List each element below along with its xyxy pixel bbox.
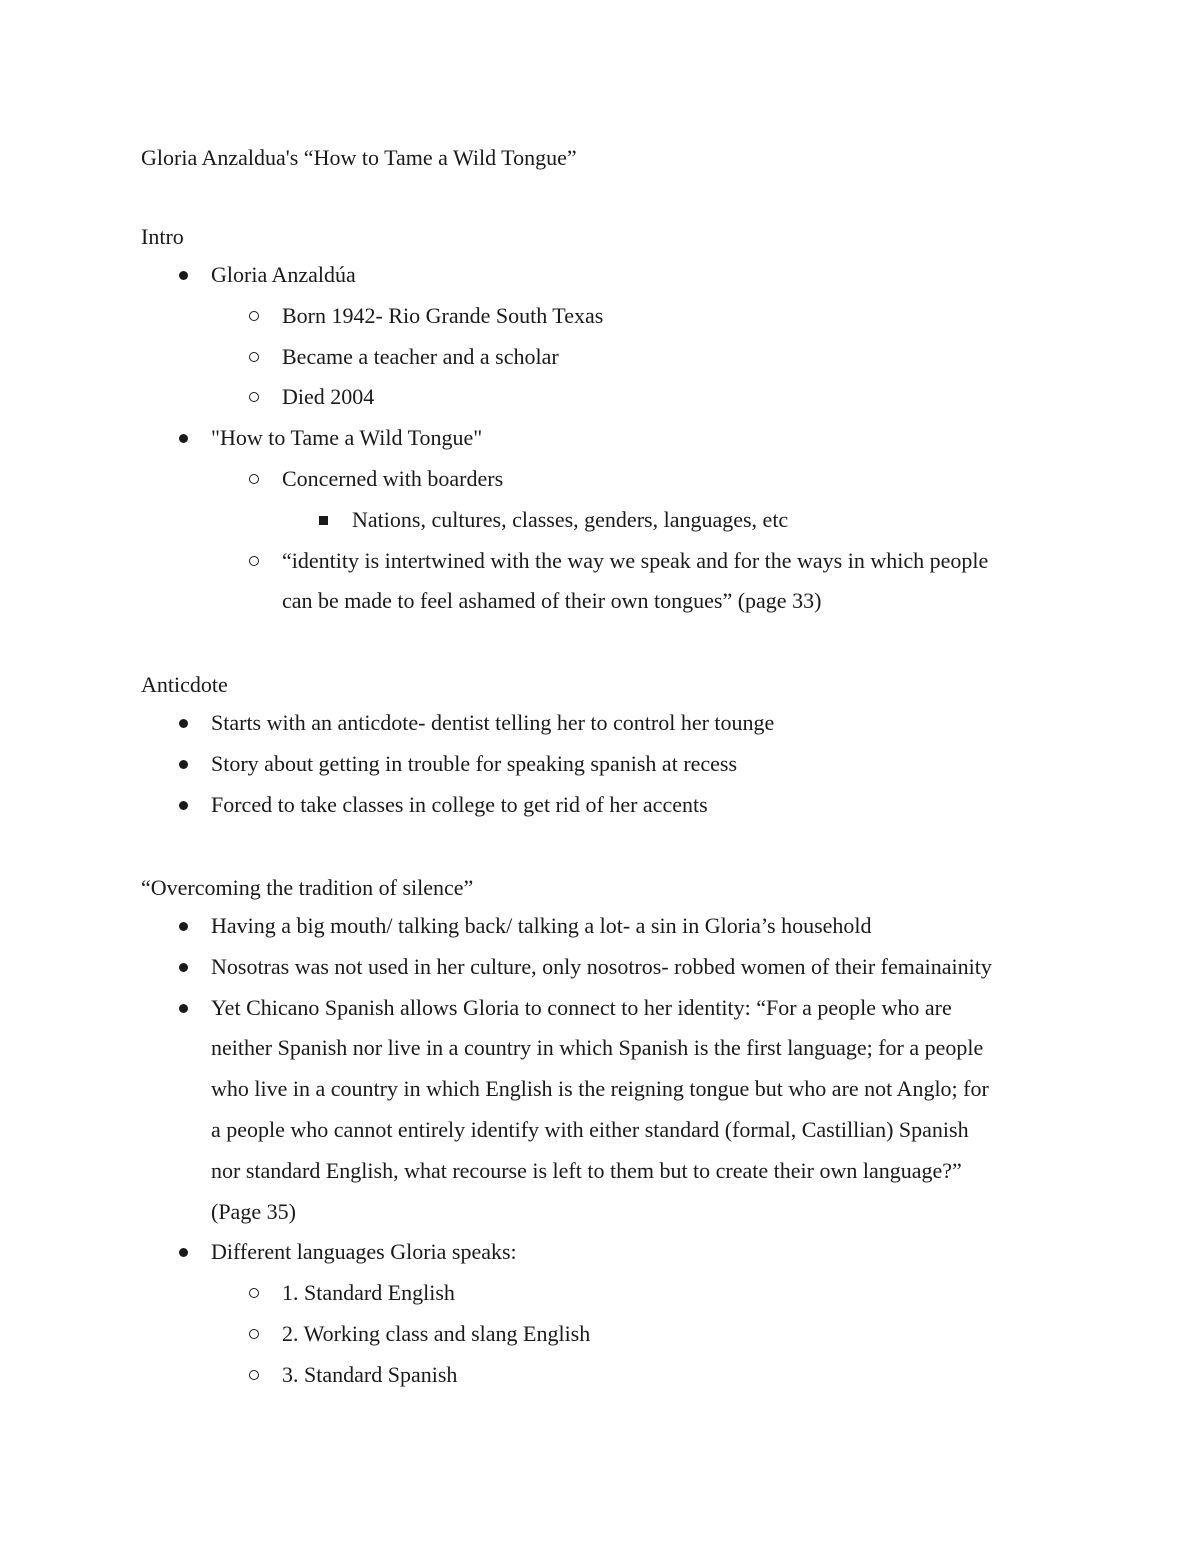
sublist-item	[141, 459, 1071, 500]
silence-list	[141, 906, 1071, 1396]
bullet-circle-icon	[249, 1329, 259, 1339]
quote-line: “identity is intertwined with the way we speak and for the ways in which people	[282, 547, 989, 573]
list-item	[141, 703, 1071, 744]
bullet-circle-icon	[249, 474, 259, 484]
list-item	[141, 296, 1071, 418]
bullet-circle-icon	[249, 1288, 259, 1298]
list-item	[141, 1273, 1071, 1395]
list-item-text: Nosotras was not used in her culture, only nosotros- robbed women of their femainainity	[211, 953, 992, 979]
bullet-disc-icon	[179, 1248, 188, 1257]
quote-line: Yet Chicano Spanish allows Gloria to connect to her identity: “For a people who are	[211, 994, 952, 1020]
subsublist-item	[141, 500, 1071, 541]
list-item-text: Forced to take classes in college to get rid of her accents	[211, 791, 708, 817]
list-item	[141, 785, 1071, 826]
sublist-item-text: Born 1942- Rio Grande South Texas	[282, 302, 604, 328]
bullet-circle-icon	[249, 311, 259, 321]
intro-heading: Intro	[141, 224, 184, 249]
bullet-disc-icon	[179, 760, 188, 769]
bullet-circle-icon	[249, 392, 259, 402]
sublist-item	[141, 500, 1071, 541]
intro-section	[141, 222, 1071, 622]
list-item-text: "How to Tame a Wild Tongue"	[211, 425, 483, 451]
subsublist-item-text: Nations, cultures, classes, genders, languages, etc	[352, 506, 789, 532]
list-item-text: Different languages Gloria speaks:	[211, 1239, 517, 1265]
quote-line: neither Spanish nor live in a country in which Spanish is the first language; for a people	[211, 1035, 984, 1061]
silence-section	[141, 873, 1071, 1396]
list-item-text: Story about getting in trouble for speaking spanish at recess	[211, 750, 738, 776]
bullet-disc-icon	[179, 1004, 188, 1013]
subsublist	[141, 500, 1071, 541]
quote-line: who live in a country in which English is the reigning tongue but who are not Anglo; for	[211, 1076, 989, 1102]
sublist-item-text: 1. Standard English	[282, 1280, 455, 1306]
sublist-item-text: 2. Working class and slang English	[282, 1320, 591, 1346]
bullet-square-icon	[319, 516, 328, 525]
sublist-item-text: Concerned with boarders	[282, 465, 504, 491]
list-item	[141, 906, 1071, 947]
bullet-disc-icon	[179, 719, 188, 728]
languages-sublist	[141, 1273, 1071, 1395]
anticdote-heading: Anticdote	[141, 672, 228, 697]
sublist	[141, 296, 1071, 418]
list-item-text: Gloria Anzaldúa	[211, 262, 356, 287]
sublist-item	[141, 337, 1071, 378]
quote-line: nor standard English, what recourse is left to them but to create their own language?”	[211, 1157, 962, 1183]
bullet-disc-icon	[179, 922, 188, 931]
intro-list	[141, 255, 1071, 622]
anticdote-section	[141, 670, 1071, 825]
bullet-circle-icon	[249, 352, 259, 362]
list-item-text: Having a big mouth/ talking back/ talking a lot- a sin in Gloria’s household	[211, 913, 872, 938]
bullet-disc-icon	[179, 271, 188, 280]
sublist-item	[141, 1273, 1071, 1314]
bullet-circle-icon	[249, 1370, 259, 1380]
bullet-disc-icon	[179, 963, 188, 972]
list-item-text: Starts with an anticdote- dentist telling her to control her tounge	[211, 710, 775, 735]
document-title: Gloria Anzaldua's “How to Tame a Wild Tongue”	[141, 145, 577, 170]
list-item	[141, 459, 1071, 622]
silence-heading: “Overcoming the tradition of silence”	[141, 875, 474, 900]
bullet-disc-icon	[179, 801, 188, 810]
sublist-item	[141, 296, 1071, 337]
list-item	[141, 255, 1071, 296]
list-item	[141, 1232, 1071, 1273]
list-item	[141, 744, 1071, 785]
list-item	[141, 988, 1071, 1233]
sublist-item-text: Became a teacher and a scholar	[282, 343, 559, 369]
quote-line: a people who cannot entirely identify with either standard (formal, Castillian) Spanish	[211, 1116, 969, 1142]
sublist-item-text: Died 2004	[282, 384, 375, 410]
sublist-item	[141, 541, 1071, 623]
sublist-item-text: 3. Standard Spanish	[282, 1361, 458, 1387]
quote-line: can be made to feel ashamed of their own tongues” (page 33)	[282, 588, 822, 614]
list-item	[141, 947, 1071, 988]
sublist-item	[141, 377, 1071, 418]
list-item	[141, 418, 1071, 459]
bullet-circle-icon	[249, 556, 259, 566]
sublist	[141, 459, 1071, 622]
anticdote-list	[141, 703, 1071, 825]
bullet-disc-icon	[179, 434, 188, 443]
sublist-item	[141, 1314, 1071, 1355]
sublist-item	[141, 1355, 1071, 1396]
quote-line: (Page 35)	[211, 1198, 296, 1224]
